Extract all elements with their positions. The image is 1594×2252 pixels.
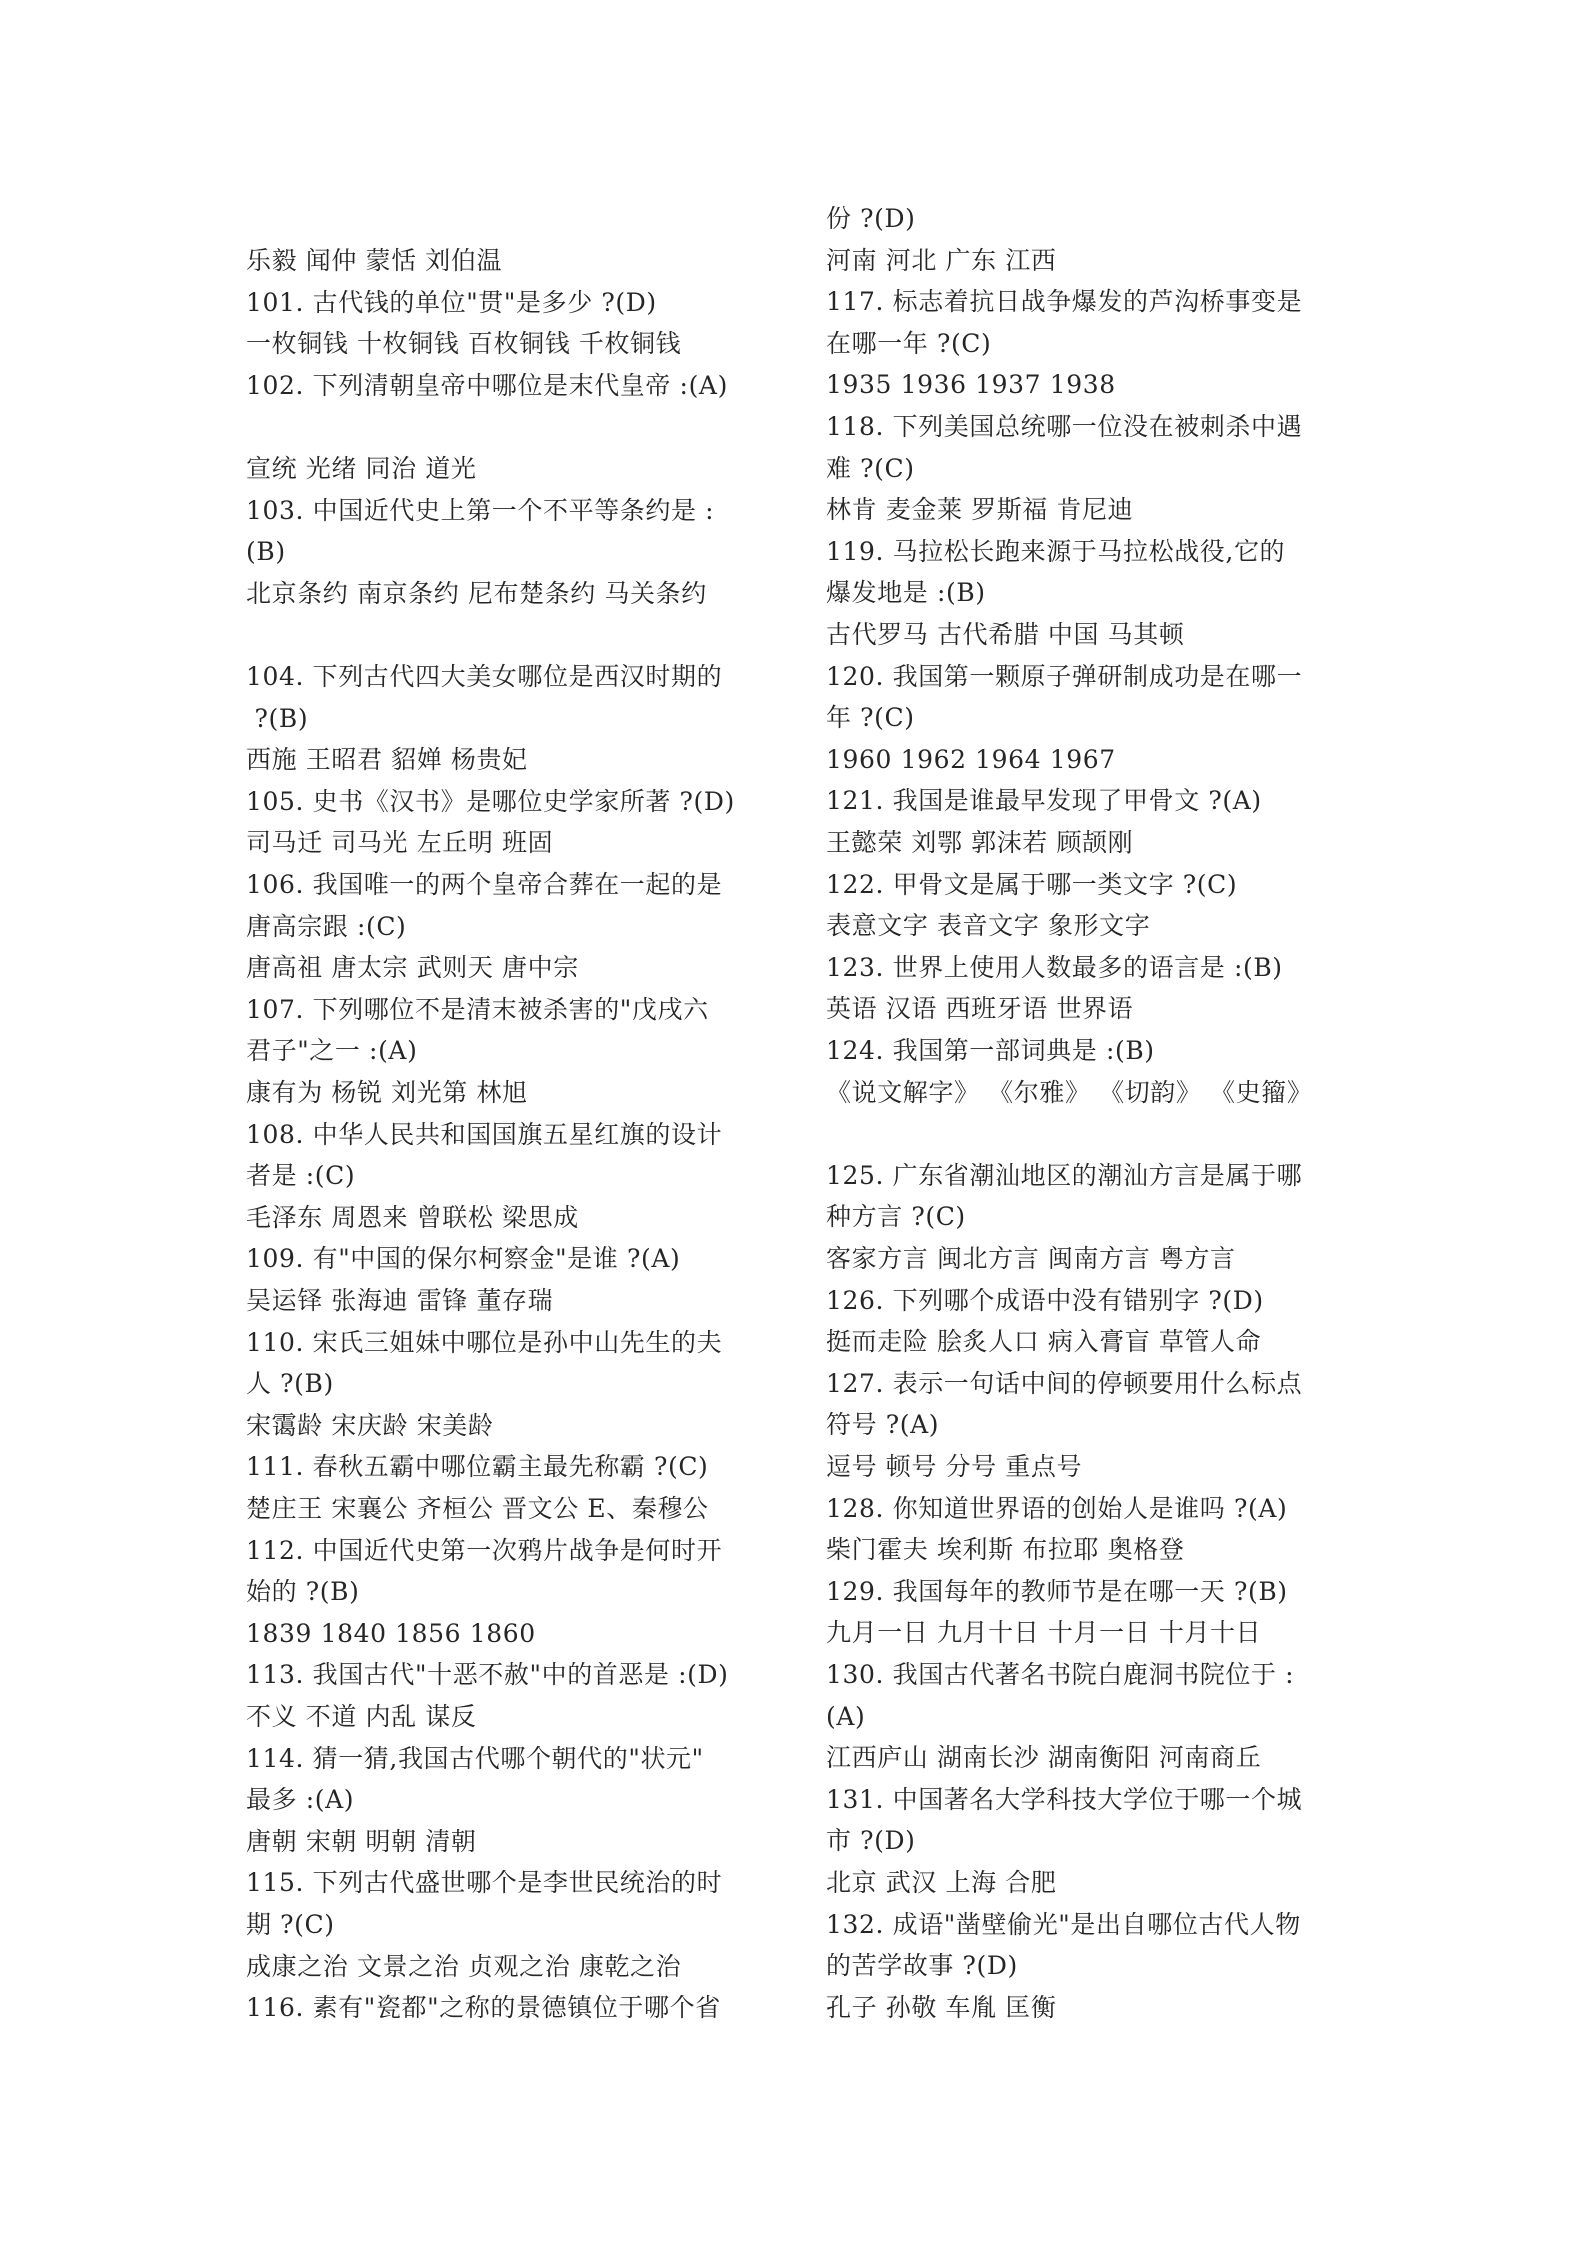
text-line: 108. 中华人民共和国国旗五星红旗的设计 [246,1119,723,1149]
text-line: 人 ?(B) [246,1369,334,1399]
text-line: 爆发地是 :(B) [826,578,986,608]
text-line: 132. 成语"凿壁偷光"是出自哪位古代人物 [826,1909,1301,1939]
text-line: 103. 中国近代史上第一个不平等条约是 : [246,495,715,525]
text-line: 毛泽东 周恩来 曾联松 梁思成 [246,1202,579,1232]
text-line: 123. 世界上使用人数最多的语言是 :(B) [826,952,1283,982]
text-line: 118. 下列美国总统哪一位没在被刺杀中遇 [826,412,1303,441]
text-line: 河南 河北 广东 江西 [826,245,1057,275]
text-line: 117. 标志着抗日战争爆发的芦沟桥事变是 [826,287,1303,317]
text-line: 1839 1840 1856 1860 [246,1618,536,1648]
text-line: 客家方言 闽北方言 闽南方言 粤方言 [826,1244,1236,1273]
text-line: 种方言 ?(C) [826,1202,966,1232]
text-line: 101. 古代钱的单位"贯"是多少 ?(D) [246,287,657,317]
text-line: 107. 下列哪位不是清末被杀害的"戊戌六 [246,994,709,1024]
text-line: 最多 :(A) [246,1785,355,1815]
text-line: 129. 我国每年的教师节是在哪一天 ?(B) [826,1576,1288,1606]
text-line: 挺而走险 脍炙人口 病入膏盲 草管人命 [826,1327,1262,1357]
text-line: 122. 甲骨文是属于哪一类文字 ?(C) [826,869,1238,899]
text-line: 119. 马拉松长跑来源于马拉松战役,它的 [826,536,1286,566]
text-line: 115. 下列古代盛世哪个是李世民统治的时 [246,1868,723,1898]
text-line: 市 ?(D) [826,1826,916,1856]
text-line: 古代罗马 古代希腊 中国 马其顿 [826,620,1185,649]
text-line: 124. 我国第一部词典是 :(B) [826,1036,1155,1065]
text-line: 西施 王昭君 貂婵 杨贵妃 [246,745,528,775]
text-line: 始的 ?(B) [246,1577,360,1607]
text-line: 君子"之一 :(A) [246,1036,418,1066]
text-line: 1960 1962 1964 1967 [826,744,1116,774]
text-line: 唐高祖 唐太宗 武则天 唐中宗 [246,953,579,983]
text-line: 105. 史书《汉书》是哪位史学家所著 ?(D) [246,786,735,816]
text-line: 孔子 孙敬 车胤 匡衡 [826,1992,1057,2022]
text-line: 表意文字 表音文字 象形文字 [826,911,1151,941]
text-line: 难 ?(C) [826,453,915,483]
text-line: 宋霭龄 宋庆龄 宋美龄 [246,1410,494,1440]
text-line: 楚庄王 宋襄公 齐桓公 晋文公 E、秦穆公 [246,1494,709,1523]
text-line: 1935 1936 1937 1938 [826,370,1116,400]
text-line: 110. 宋氏三姐妹中哪位是孙中山先生的夫 [246,1327,723,1357]
text-line: 柴门霍夫 埃利斯 布拉耶 奥格登 [826,1535,1185,1565]
text-line: 《说文解字》 《尔雅》 《切韵》 《史籀》 [826,1077,1313,1107]
text-line: 114. 猜一猜,我国古代哪个朝代的"状元" [246,1743,704,1773]
text-line: 份 ?(D) [826,204,916,233]
text-line: 符号 ?(A) [826,1410,940,1440]
text-line: 104. 下列古代四大美女哪位是西汉时期的 [246,662,723,691]
text-line: 者是 :(C) [246,1161,356,1191]
text-line: 唐朝 宋朝 明朝 清朝 [246,1826,477,1856]
text-line: 109. 有"中国的保尔柯察金"是谁 ?(A) [246,1244,681,1274]
text-line: 不义 不道 内乱 谋反 [246,1702,477,1731]
text-line: 113. 我国古代"十恶不赦"中的首恶是 :(D) [246,1660,729,1690]
text-line: 英语 汉语 西班牙语 世界语 [826,994,1134,1024]
text-line: 江西庐山 湖南长沙 湖南衡阳 河南商丘 [826,1743,1262,1773]
text-line: 在哪一年 ?(C) [826,328,992,358]
text-line: 宣统 光绪 同治 道光 [246,454,477,483]
text-line: 106. 我国唯一的两个皇帝合葬在一起的是 [246,870,723,899]
text-line: 唐高宗跟 :(C) [246,911,407,941]
text-line: 林肯 麦金莱 罗斯福 肯尼迪 [826,495,1134,525]
text-line: ?(B) [246,703,309,733]
text-line: 131. 中国著名大学科技大学位于哪一个城 [826,1784,1303,1814]
text-line: 120. 我国第一颗原子弹研制成功是在哪一 [826,661,1303,691]
text-line: 逗号 顿号 分号 重点号 [826,1452,1083,1481]
text-line: 成康之治 文景之治 贞观之治 康乾之治 [246,1951,682,1981]
text-line: 年 ?(C) [826,703,915,733]
text-line: 130. 我国古代著名书院白鹿洞书院位于 : [826,1660,1295,1689]
text-line: 北京 武汉 上海 合肥 [826,1868,1057,1897]
text-line: 127. 表示一句话中间的停顿要用什么标点 [826,1368,1303,1398]
text-line: 125. 广东省潮汕地区的潮汕方言是属于哪 [826,1160,1303,1190]
text-line: 九月一日 九月十日 十月一日 十月十日 [826,1618,1262,1648]
text-line: (A) [826,1701,866,1731]
text-line: (B) [246,537,286,567]
text-line: 111. 春秋五霸中哪位霸主最先称霸 ?(C) [246,1452,709,1482]
text-line: 期 ?(C) [246,1910,335,1939]
text-line: 一枚铜钱 十枚铜钱 百枚铜钱 千枚铜钱 [246,329,682,359]
text-line: 126. 下列哪个成语中没有错别字 ?(D) [826,1285,1264,1315]
text-line: 112. 中国近代史第一次鸦片战争是何时开 [246,1535,723,1565]
text-line: 吴运铎 张海迪 雷锋 董存瑞 [246,1286,554,1315]
text-line: 王懿荣 刘鄂 郭沫若 顾颉刚 [826,828,1134,857]
text-line: 116. 素有"瓷都"之称的景德镇位于哪个省 [246,1993,721,2023]
text-line: 康有为 杨锐 刘光第 林旭 [246,1078,528,1107]
text-line: 司马迁 司马光 左丘明 班固 [246,828,554,858]
text-line: 102. 下列清朝皇帝中哪位是末代皇帝 :(A) [246,370,728,400]
text-line: 乐毅 闻仲 蒙恬 刘伯温 [246,246,503,275]
text-line: 的苦学故事 ?(D) [826,1951,1018,1981]
text-line: 121. 我国是谁最早发现了甲骨文 ?(A) [826,786,1262,816]
text-line: 128. 你知道世界语的创始人是谁吗 ?(A) [826,1493,1288,1523]
text-line: 北京条约 南京条约 尼布楚条约 马关条约 [246,578,707,608]
